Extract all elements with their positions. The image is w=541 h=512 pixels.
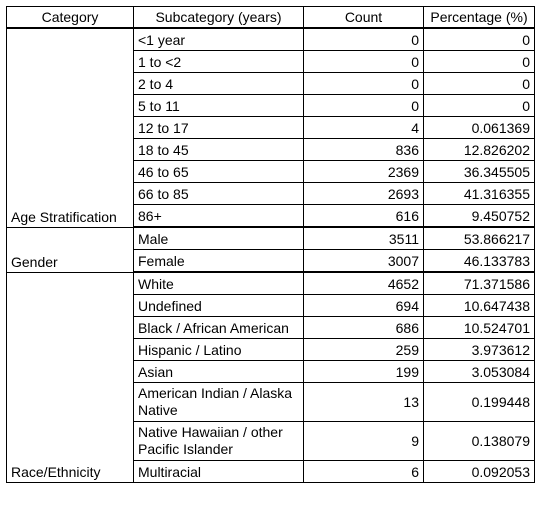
subcategory-cell: Male [134, 227, 304, 250]
subcategory-cell: 18 to 45 [134, 139, 304, 161]
table-row [7, 272, 535, 295]
percentage-cell: 0.138079 [424, 422, 535, 461]
subcategory-cell: Black / African American [134, 317, 304, 339]
count-cell: 2693 [304, 183, 424, 205]
table-row [7, 28, 535, 51]
count-cell: 3511 [304, 227, 424, 250]
subcategory-cell: American Indian / Alaska Native [134, 383, 304, 422]
percentage-cell: 3.973612 [424, 339, 535, 361]
subcategory-cell: 12 to 17 [134, 117, 304, 139]
count-cell: 0 [304, 73, 424, 95]
subcategory-cell: 2 to 4 [134, 73, 304, 95]
percentage-cell: 36.345505 [424, 161, 535, 183]
count-cell: 694 [304, 295, 424, 317]
count-cell: 836 [304, 139, 424, 161]
count-cell: 9 [304, 422, 424, 461]
percentage-cell: 12.826202 [424, 139, 535, 161]
demographics-table [6, 6, 535, 483]
header-category: Category [7, 7, 134, 29]
percentage-cell: 0.199448 [424, 383, 535, 422]
count-cell: 0 [304, 28, 424, 51]
percentage-cell: 41.316355 [424, 183, 535, 205]
percentage-cell: 0 [424, 28, 535, 51]
count-cell: 4 [304, 117, 424, 139]
count-cell: 4652 [304, 272, 424, 295]
percentage-cell: 46.133783 [424, 250, 535, 273]
table-row [7, 227, 535, 250]
header-percentage: Percentage (%) [424, 7, 535, 29]
subcategory-cell: 66 to 85 [134, 183, 304, 205]
subcategory-cell: 1 to <2 [134, 51, 304, 73]
subcategory-cell: Multiracial [134, 461, 304, 483]
count-cell: 259 [304, 339, 424, 361]
subcategory-cell: Undefined [134, 295, 304, 317]
subcategory-cell: Native Hawaiian / other Pacific Islander [134, 422, 304, 461]
count-cell: 6 [304, 461, 424, 483]
category-cell: Race/Ethnicity [7, 272, 134, 483]
percentage-cell: 71.371586 [424, 272, 535, 295]
percentage-cell: 0 [424, 73, 535, 95]
subcategory-cell: 5 to 11 [134, 95, 304, 117]
subcategory-cell: Asian [134, 361, 304, 383]
percentage-cell: 10.647438 [424, 295, 535, 317]
subcategory-cell: <1 year [134, 28, 304, 51]
header-row [7, 7, 535, 29]
count-cell: 0 [304, 95, 424, 117]
header-subcategory: Subcategory (years) [134, 7, 304, 29]
percentage-cell: 53.866217 [424, 227, 535, 250]
percentage-cell: 0 [424, 51, 535, 73]
subcategory-cell: Female [134, 250, 304, 273]
category-cell: Age Stratification [7, 28, 134, 227]
count-cell: 199 [304, 361, 424, 383]
count-cell: 616 [304, 205, 424, 228]
percentage-cell: 0 [424, 95, 535, 117]
count-cell: 686 [304, 317, 424, 339]
percentage-cell: 0.061369 [424, 117, 535, 139]
count-cell: 3007 [304, 250, 424, 273]
subcategory-cell: White [134, 272, 304, 295]
percentage-cell: 0.092053 [424, 461, 535, 483]
count-cell: 0 [304, 51, 424, 73]
table-body [7, 28, 535, 483]
count-cell: 2369 [304, 161, 424, 183]
subcategory-cell: Hispanic / Latino [134, 339, 304, 361]
percentage-cell: 9.450752 [424, 205, 535, 228]
category-cell: Gender [7, 227, 134, 272]
count-cell: 13 [304, 383, 424, 422]
subcategory-cell: 86+ [134, 205, 304, 228]
percentage-cell: 10.524701 [424, 317, 535, 339]
subcategory-cell: 46 to 65 [134, 161, 304, 183]
percentage-cell: 3.053084 [424, 361, 535, 383]
header-count: Count [304, 7, 424, 29]
